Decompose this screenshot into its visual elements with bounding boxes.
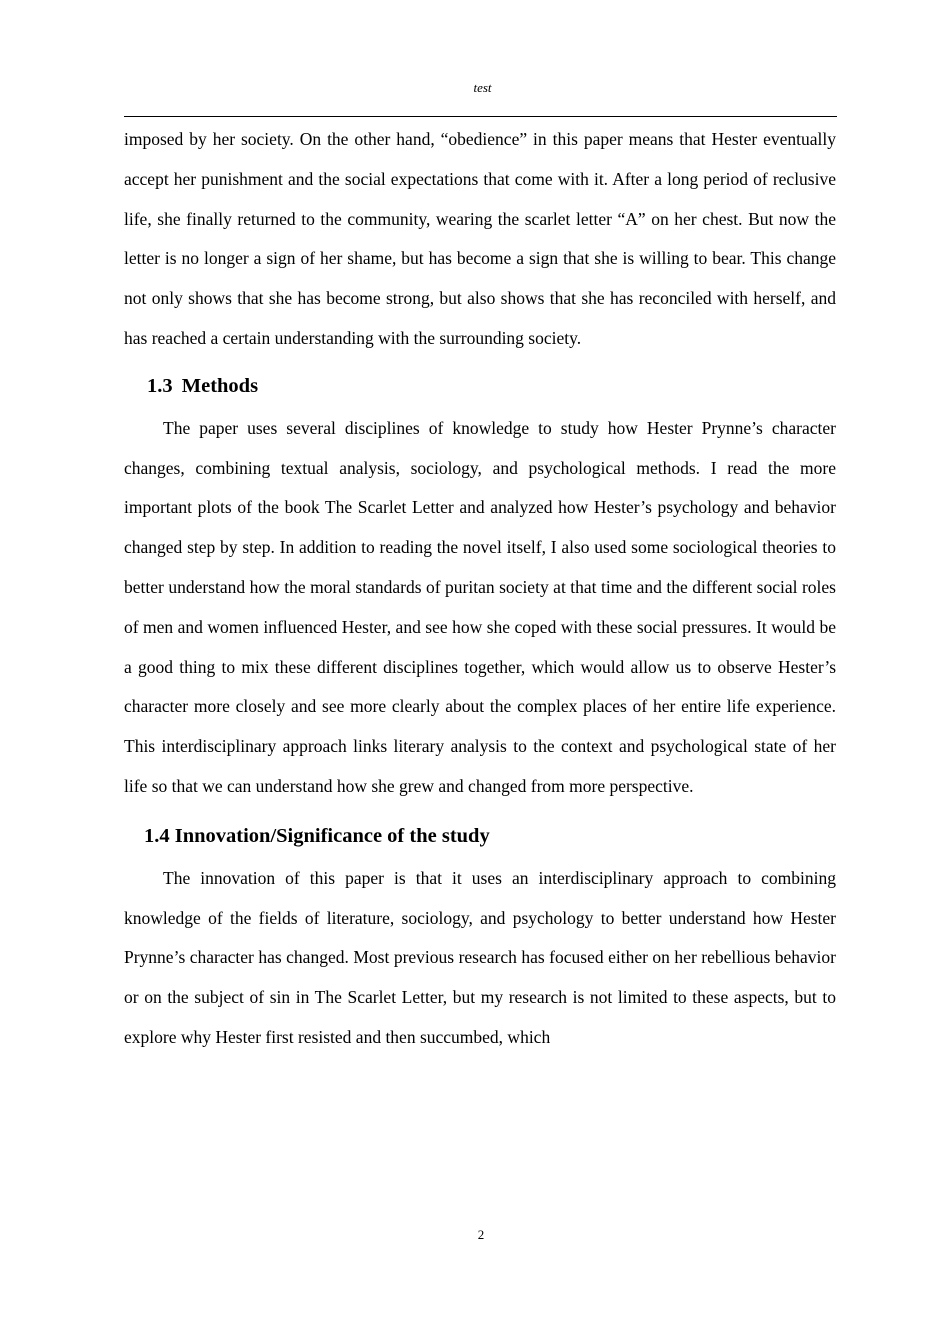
header-divider [124, 116, 837, 117]
methods-paragraph: The paper uses several disciplines of knowledge to study how Hester Prynne’s character changes, combining textual analysis, sociology, and psychological methods. I read the more important plots of the book The Scarlet Letter and analyzed how Hester’s psychology and behavior changed step by step. In addition to reading the novel itself, I also used some sociological theories to better understand how the moral standards of puritan society at that time and the different social roles of men and women influenced Hester, and see how she coped with these social pressures. It would be a good thing to mix these different disciplines together, which would allow us to observe Hester’s character more closely and see more clearly about the complex places of her entire life experience. This interdisciplinary approach links literary analysis to the context and psychological state of her life so that we can understand how she grew and changed from more perspective. [124, 417, 836, 796]
page-body [124, 120, 836, 1058]
section-heading-innovation: 1.4 Innovation/Significance of the study [144, 824, 490, 847]
continued-paragraph: imposed by her society. On the other hand, “obedience” in this paper means that Hester eventually accept her punishment and the social expectations that come with it. After a long period of reclusive life, she finally returned to the community, wearing the scarlet letter “A” on her chest. But now the letter is no longer a sign of her shame, but has become a sign that she is willing to bear. This change not only shows that she has become strong, but also shows that she has reconciled with herself, and has reached a certain understanding with the surrounding society. [124, 129, 836, 348]
section-heading-methods: 1.3 Methods [147, 374, 259, 397]
innovation-paragraph: The innovation of this paper is that it uses an interdisciplinary approach to combining knowledge of the fields of literature, sociology, and psychology to better understand how Hester Prynne’s character has changed. Most previous research has focused either on her rebellious behavior or on the subject of sin in The Scarlet Letter, but my research is not limited to these aspects, but to explore why Hester first resisted and then succumbed, which [124, 867, 836, 1047]
page-number: 2 [477, 1227, 485, 1242]
running-header: test [473, 80, 492, 95]
